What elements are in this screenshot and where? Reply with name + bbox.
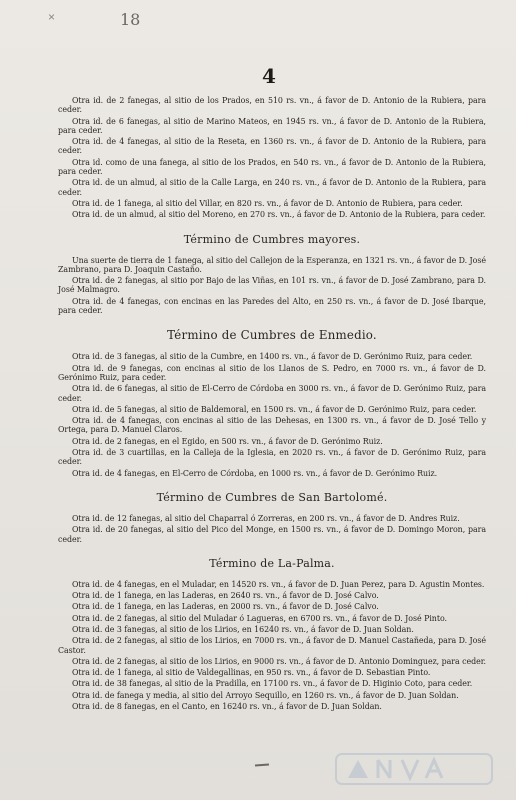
- entry-paragraph: Otra id. de un almud, al sitio del Moreno, en 270 rs. vn., á favor de D. Antonio de la Rubiera, para ceder.: [72, 210, 486, 220]
- watermark-icon: [334, 748, 494, 790]
- document-body: [58, 96, 486, 713]
- section-heading: Término de Cumbres de Enmedio.: [167, 328, 377, 343]
- section: [58, 233, 486, 316]
- entry-paragraph: Otra id. de 1 fanega, al sitio del Villar, en 820 rs. vn., á favor de D. Antonio de Rubiera, para ceder.: [72, 198, 463, 208]
- entry-paragraph: Otra id. de 3 fanegas, al sitio de la Cumbre, en 1400 rs. vn., á favor de D. Gerónimo Ruiz, para ceder.: [72, 352, 473, 362]
- entry-paragraph: Otra id. como de una fanega, al sitio de los Prados, en 540 rs. vn., á favor de D. Antonio de la Rubiera, para ceder.: [58, 157, 486, 177]
- entry-paragraph: Otra id. de 4 fanegas, al sitio de la Reseta, en 1360 rs. vn., á favor de D. Antonio de la Rubiera, para ceder.: [58, 137, 486, 156]
- entry-paragraph: Otra id. de 3 fanegas, al sitio de los Lirios, en 16240 rs. vn., á favor de D. Juan Soldan.: [72, 624, 414, 634]
- entry-paragraph: Otra id. de 9 fanegas, con encinas al sitio de los Llanos de S. Pedro, en 7000 rs. vn., á favor de D. Gerónimo Ruiz, para ceder.: [58, 363, 486, 382]
- section: [58, 557, 486, 712]
- entry-paragraph: Otra id. de 8 fanegas, en el Canto, en 16240 rs. vn., á favor de D. Juan Soldan.: [72, 702, 382, 712]
- section: [58, 491, 486, 544]
- corner-mark: ×: [48, 10, 56, 24]
- section: [58, 328, 486, 478]
- section-heading: Término de La-Palma.: [209, 556, 335, 570]
- entry-paragraph: Otra id. de 4 fanegas, con encinas al sitio de las Dehesas, en 1300 rs. vn., á favor de D. José Tello y Ortega, para D. Manuel Claros.: [58, 416, 486, 435]
- entry-paragraph: Otra id. de 6 fanegas, al sitio de Marino Mateos, en 1945 rs. vn., á favor de D. Antonio de la Rubiera, para ceder.: [58, 116, 486, 135]
- ink-stroke: [255, 764, 269, 767]
- entry-paragraph: Otra id. de 1 fanega, al sitio de Valdegallinas, en 950 rs. vn., á favor de D. Sebastian Pinto.: [72, 668, 431, 678]
- entry-paragraph: Otra id. de 2 fanegas, al sitio de los Lirios, en 9000 rs. vn., á favor de D. Antonio Dominguez, para ceder.: [72, 656, 487, 666]
- entry-paragraph: Otra id. de 2 fanegas, al sitio por Bajo de las Viñas, en 101 rs. vn., á favor de D. José Zambrano, para D. José Malmagro.: [58, 276, 486, 295]
- entry-paragraph: Otra id. de 3 cuartillas, en la Calleja de la Iglesia, en 2020 rs. vn., á favor de D. Gerónimo Ruiz, para ceder.: [58, 448, 486, 467]
- entry-paragraph: Otra id. de fanega y media, al sitio del Arroyo Sequillo, en 1260 rs. vn., á favor de D. Juan Soldan.: [72, 690, 459, 700]
- entry-paragraph: Otra id. de 4 fanegas, con encinas en las Paredes del Alto, en 250 rs. vn., á favor de D. José Ibarque, para ceder.: [58, 296, 486, 316]
- entry-paragraph: Otra id. de 20 fanegas, al sitio del Pico del Monge, en 1500 rs. vn., á favor de D. Domingo Moron, para ceder.: [58, 525, 486, 544]
- entry-paragraph: Otra id. de 38 fanegas, al sitio de la Pradilla, en 17100 rs. vn., á favor de D. Higinio Coto, para ceder.: [72, 679, 473, 689]
- library-watermark-logo: [334, 748, 494, 790]
- entry-paragraph: Otra id. de 5 fanegas, al sitio de Baldemoral, en 1500 rs. vn., á favor de D. Gerónimo Ruiz, para ceder.: [72, 404, 477, 414]
- section-heading: Término de Cumbres de San Bartolomé.: [156, 490, 388, 504]
- entry-paragraph: Otra id. de 4 fanegas, en el Muladar, en 14520 rs. vn., á favor de D. Juan Perez, para D. Agustin Montes.: [72, 579, 485, 589]
- entry-paragraph: Otra id. de 2 fanegas, al sitio del Muladar ó Lagueras, en 6700 rs. vn., á favor de D. José Pinto.: [72, 613, 447, 623]
- section-heading: Término de Cumbres mayores.: [183, 232, 361, 246]
- entry-paragraph: Una suerte de tierra de 1 fanega, al sitio del Callejon de la Esperanza, en 1321 rs. vn., á favor de D. José Zambrano, para D. Joaquin Castaño.: [58, 255, 486, 274]
- entries-rubiera: [58, 96, 486, 220]
- page-number: 4: [262, 64, 276, 88]
- entry-paragraph: Otra id. de 2 fanegas, al sitio de los Prados, en 510 rs. vn., á favor de D. Antonio de la Rubiera, para ceder.: [58, 96, 486, 115]
- entry-paragraph: Otra id. de 1 fanega, en las Laderas, en 2640 rs. vn., á favor de D. José Calvo.: [72, 591, 379, 601]
- entry-paragraph: Otra id. de 1 fanega, en las Laderas, en 2000 rs. vn., á favor de D. José Calvo.: [72, 602, 379, 612]
- entry-paragraph: Otra id. de 6 fanegas, al sitio de El-Cerro de Córdoba en 3000 rs. vn., á favor de D. Gerónimo Ruiz, para ceder.: [58, 384, 486, 403]
- entry-paragraph: Otra id. de 4 fanegas, en El-Cerro de Córdoba, en 1000 rs. vn., á favor de D. Gerónimo Ruiz.: [72, 468, 438, 478]
- entry-paragraph: Otra id. de 12 fanegas, al sitio del Chaparral ó Zorreras, en 200 rs. vn., á favor de D. Andres Ruiz.: [72, 513, 460, 523]
- entry-paragraph: Otra id. de un almud, al sitio de la Calle Larga, en 240 rs. vn., á favor de D. Antonio de la Rubiera, para ceder.: [58, 178, 486, 197]
- sections-container: [58, 233, 486, 712]
- entry-paragraph: Otra id. de 2 fanegas, en el Egido, en 500 rs. vn., á favor de D. Gerónimo Ruiz.: [72, 436, 383, 446]
- entry-paragraph: Otra id. de 2 fanegas, al sitio de los Lirios, en 7000 rs. vn., á favor de D. Manuel Castañeda, para D. José Castor.: [58, 636, 486, 655]
- corner-handwritten-number: 18: [120, 10, 141, 29]
